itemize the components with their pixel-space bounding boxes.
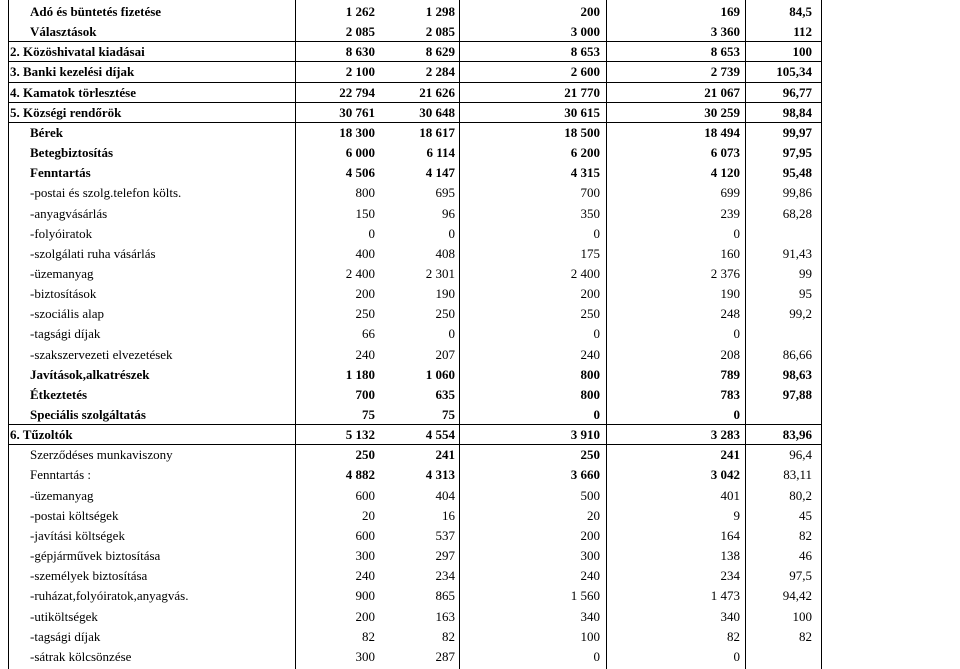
row-value-1: 250	[355, 447, 375, 463]
row-value-5: 96,77	[782, 84, 812, 100]
row-value-1: 4 506	[345, 165, 375, 181]
row-label: Bérek	[30, 124, 63, 140]
row-value-5: 105,34	[776, 64, 812, 80]
row-value-4: 234	[720, 568, 740, 584]
row-value-5: 99,86	[782, 185, 812, 201]
row-value-5: 97,95	[782, 145, 812, 161]
row-value-4: 0	[733, 225, 740, 241]
row-value-1: 400	[355, 245, 375, 261]
row-value-3: 3 660	[570, 467, 600, 483]
row-value-3: 340	[580, 608, 600, 624]
row-value-4: 30 259	[704, 104, 740, 120]
row-value-1: 5 132	[345, 427, 375, 443]
row-value-3: 21 770	[564, 84, 600, 100]
row-value-4: 3 283	[710, 427, 740, 443]
row-value-2: 96	[442, 205, 455, 221]
row-value-2: 404	[435, 487, 455, 503]
row-value-4: 340	[720, 608, 740, 624]
row-label: Javítások,alkatrészek	[30, 366, 150, 382]
row-value-4: 138	[720, 548, 740, 564]
row-value-1: 1 262	[345, 4, 375, 19]
row-value-2: 297	[435, 548, 455, 564]
row-value-5: 46	[799, 548, 812, 564]
row-value-3: 8 653	[570, 44, 600, 60]
row-value-4: 783	[720, 386, 740, 402]
row-value-4: 239	[720, 205, 740, 221]
row-label: Fenntartás	[30, 165, 91, 181]
row-value-3: 200	[580, 4, 600, 19]
row-value-1: 22 794	[339, 84, 375, 100]
row-label: -sátrak kölcsönzése	[30, 648, 132, 664]
row-value-1: 82	[362, 628, 375, 644]
row-value-4: 9	[733, 507, 740, 523]
row-value-2: 695	[435, 185, 455, 201]
row-value-3: 2 400	[570, 265, 600, 281]
row-value-2: 0	[448, 225, 455, 241]
row-label: -postai és szolg.telefon költs.	[30, 185, 182, 201]
row-value-5: 99,97	[782, 124, 812, 140]
grid-line	[8, 41, 822, 42]
row-value-4: 4 120	[710, 165, 740, 181]
row-value-4: 6 073	[710, 145, 740, 161]
row-value-2: 16	[442, 507, 455, 523]
row-value-5: 96,4	[789, 447, 812, 463]
row-value-1: 200	[355, 608, 375, 624]
row-value-3: 6 200	[570, 145, 600, 161]
row-value-4: 1 473	[710, 588, 740, 604]
row-value-2: 207	[435, 346, 455, 362]
row-value-3: 30 615	[564, 104, 600, 120]
row-value-5: 100	[792, 608, 812, 624]
grid-line	[459, 0, 460, 669]
row-value-3: 250	[580, 306, 600, 322]
row-value-5: 94,42	[782, 588, 812, 604]
row-value-1: 800	[355, 185, 375, 201]
row-value-4: 82	[727, 628, 740, 644]
row-value-1: 200	[355, 286, 375, 302]
row-value-4: 2 739	[710, 64, 740, 80]
row-value-1: 75	[362, 407, 375, 422]
row-label: -szociális alap	[30, 306, 104, 322]
row-value-1: 66	[362, 326, 375, 342]
row-value-2: 30 648	[419, 104, 455, 120]
row-value-4: 190	[720, 286, 740, 302]
row-value-4: 169	[720, 4, 740, 19]
row-value-2: 287	[435, 648, 455, 664]
row-value-5: 82	[799, 527, 812, 543]
row-value-4: 18 494	[704, 124, 740, 140]
row-value-1: 6 000	[345, 145, 375, 161]
row-value-2: 21 626	[419, 84, 455, 100]
row-value-4: 0	[733, 326, 740, 342]
row-value-3: 4 315	[570, 165, 600, 181]
row-value-5: 45	[799, 507, 812, 523]
row-value-3: 200	[580, 527, 600, 543]
row-value-4: 8 653	[710, 44, 740, 60]
row-label: -biztosítások	[30, 286, 97, 302]
row-value-2: 8 629	[425, 44, 455, 60]
row-value-1: 8 630	[345, 44, 375, 60]
row-value-2: 4 147	[425, 165, 455, 181]
row-label: 3. Banki kezelési díjak	[10, 64, 135, 80]
row-value-5: 83,96	[782, 427, 812, 443]
grid-line	[295, 0, 296, 669]
row-value-3: 2 600	[570, 64, 600, 80]
row-value-1: 240	[355, 568, 375, 584]
row-label: Választások	[30, 24, 97, 40]
grid-line	[8, 424, 822, 425]
row-value-1: 600	[355, 527, 375, 543]
row-value-3: 240	[580, 346, 600, 362]
row-value-4: 789	[720, 366, 740, 382]
row-label: Szerződéses munkaviszony	[30, 447, 173, 463]
row-label: 4. Kamatok törlesztése	[10, 84, 136, 100]
row-value-3: 250	[580, 447, 600, 463]
row-value-1: 900	[355, 588, 375, 604]
row-label: -anyagvásárlás	[30, 205, 108, 221]
row-value-1: 20	[362, 507, 375, 523]
row-label: -utiköltségek	[30, 608, 98, 624]
row-value-1: 300	[355, 648, 375, 664]
row-value-2: 865	[435, 588, 455, 604]
row-value-4: 3 042	[710, 467, 740, 483]
row-value-5: 99	[799, 265, 812, 281]
row-label: Speciális szolgáltatás	[30, 407, 146, 422]
row-value-2: 241	[435, 447, 455, 463]
row-value-5: 98,84	[782, 104, 812, 120]
row-value-1: 150	[355, 205, 375, 221]
row-value-2: 4 313	[425, 467, 455, 483]
row-label: -szakszervezeti elvezetések	[30, 346, 173, 362]
row-value-2: 408	[435, 245, 455, 261]
row-value-1: 0	[368, 225, 375, 241]
row-value-3: 0	[593, 326, 600, 342]
row-label: -folyóiratok	[30, 225, 93, 241]
row-value-3: 240	[580, 568, 600, 584]
row-value-4: 248	[720, 306, 740, 322]
row-label: -javítási költségek	[30, 527, 125, 543]
row-label: 2. Közöshivatal kiadásai	[10, 44, 145, 60]
row-label: -üzemanyag	[30, 265, 94, 281]
row-value-2: 2 284	[425, 64, 455, 80]
row-value-5: 100	[792, 44, 812, 60]
row-value-5: 84,5	[789, 4, 812, 19]
row-value-3: 0	[593, 225, 600, 241]
row-value-1: 240	[355, 346, 375, 362]
row-value-1: 2 100	[345, 64, 375, 80]
row-label: Étkeztetés	[30, 386, 88, 402]
row-value-1: 1 180	[345, 366, 375, 382]
row-label: -üzemanyag	[30, 487, 94, 503]
row-value-3: 700	[580, 185, 600, 201]
row-value-3: 3 000	[570, 24, 600, 40]
row-value-3: 175	[580, 245, 600, 261]
row-value-2: 635	[435, 386, 455, 402]
row-value-2: 82	[442, 628, 455, 644]
row-value-5: 97,5	[789, 568, 812, 584]
row-value-1: 250	[355, 306, 375, 322]
row-value-2: 18 617	[419, 124, 455, 140]
row-value-3: 18 500	[564, 124, 600, 140]
row-value-2: 75	[442, 407, 455, 422]
row-value-1: 2 085	[345, 24, 375, 40]
grid-line	[8, 82, 822, 83]
row-value-4: 241	[720, 447, 740, 463]
row-value-1: 700	[355, 386, 375, 402]
row-value-2: 537	[435, 527, 455, 543]
grid-line	[8, 102, 822, 103]
grid-line	[8, 0, 9, 669]
row-value-3: 100	[580, 628, 600, 644]
row-value-5: 86,66	[782, 346, 812, 362]
row-label: -szolgálati ruha vásárlás	[30, 245, 156, 261]
row-value-5: 91,43	[782, 245, 812, 261]
row-value-3: 0	[593, 648, 600, 664]
row-value-4: 0	[733, 407, 740, 422]
row-value-2: 190	[435, 286, 455, 302]
row-value-3: 300	[580, 548, 600, 564]
row-value-1: 2 400	[345, 265, 375, 281]
row-value-3: 0	[593, 407, 600, 422]
row-value-1: 18 300	[339, 124, 375, 140]
row-value-5: 83,11	[783, 467, 812, 483]
row-value-3: 800	[580, 366, 600, 382]
row-value-4: 160	[720, 245, 740, 261]
grid-line	[745, 0, 746, 669]
row-value-1: 600	[355, 487, 375, 503]
row-value-1: 4 882	[345, 467, 375, 483]
row-value-4: 3 360	[710, 24, 740, 40]
row-value-2: 234	[435, 568, 455, 584]
row-value-4: 699	[720, 185, 740, 201]
row-value-3: 350	[580, 205, 600, 221]
row-value-1: 30 761	[339, 104, 375, 120]
row-label: Betegbiztosítás	[30, 145, 114, 161]
row-value-2: 163	[435, 608, 455, 624]
grid-line	[8, 122, 822, 123]
row-value-4: 0	[733, 648, 740, 664]
row-value-5: 98,63	[782, 366, 812, 382]
row-value-2: 250	[435, 306, 455, 322]
row-value-5: 112	[793, 24, 812, 40]
row-label: 6. Tűzoltók	[10, 427, 73, 443]
row-value-5: 80,2	[789, 487, 812, 503]
row-label: Adó és büntetés fizetése	[30, 4, 162, 19]
grid-line	[8, 61, 822, 62]
row-value-4: 208	[720, 346, 740, 362]
row-value-4: 164	[720, 527, 740, 543]
row-value-2: 6 114	[426, 145, 455, 161]
row-value-5: 99,2	[789, 306, 812, 322]
grid-line	[8, 444, 822, 445]
row-value-5: 68,28	[782, 205, 812, 221]
row-label: 5. Községi rendőrök	[10, 104, 122, 120]
row-value-3: 1 560	[570, 588, 600, 604]
row-value-2: 2 301	[425, 265, 455, 281]
row-label: -gépjárművek biztosítása	[30, 548, 161, 564]
row-value-2: 4 554	[425, 427, 455, 443]
row-value-2: 1 060	[425, 366, 455, 382]
row-label: -személyek biztosítása	[30, 568, 148, 584]
grid-line	[821, 0, 822, 669]
row-value-4: 2 376	[710, 265, 740, 281]
row-label: -tagsági díjak	[30, 628, 101, 644]
row-value-3: 3 910	[570, 427, 600, 443]
row-value-3: 500	[580, 487, 600, 503]
row-label: Fenntartás :	[30, 467, 92, 483]
row-label: -ruházat,folyóiratok,anyagvás.	[30, 588, 189, 604]
row-value-3: 200	[580, 286, 600, 302]
row-value-2: 2 085	[425, 24, 455, 40]
row-value-5: 82	[799, 628, 812, 644]
row-value-5: 95,48	[782, 165, 812, 181]
row-value-4: 401	[720, 487, 740, 503]
row-value-5: 97,88	[782, 386, 812, 402]
row-value-2: 0	[448, 326, 455, 342]
row-label: -postai költségek	[30, 507, 119, 523]
row-value-3: 20	[587, 507, 600, 523]
row-label: -tagsági díjak	[30, 326, 101, 342]
grid-line	[606, 0, 607, 669]
row-value-1: 300	[355, 548, 375, 564]
row-value-5: 95	[799, 286, 812, 302]
row-value-2: 1 298	[425, 4, 455, 19]
row-value-3: 800	[580, 386, 600, 402]
row-value-4: 21 067	[704, 84, 740, 100]
